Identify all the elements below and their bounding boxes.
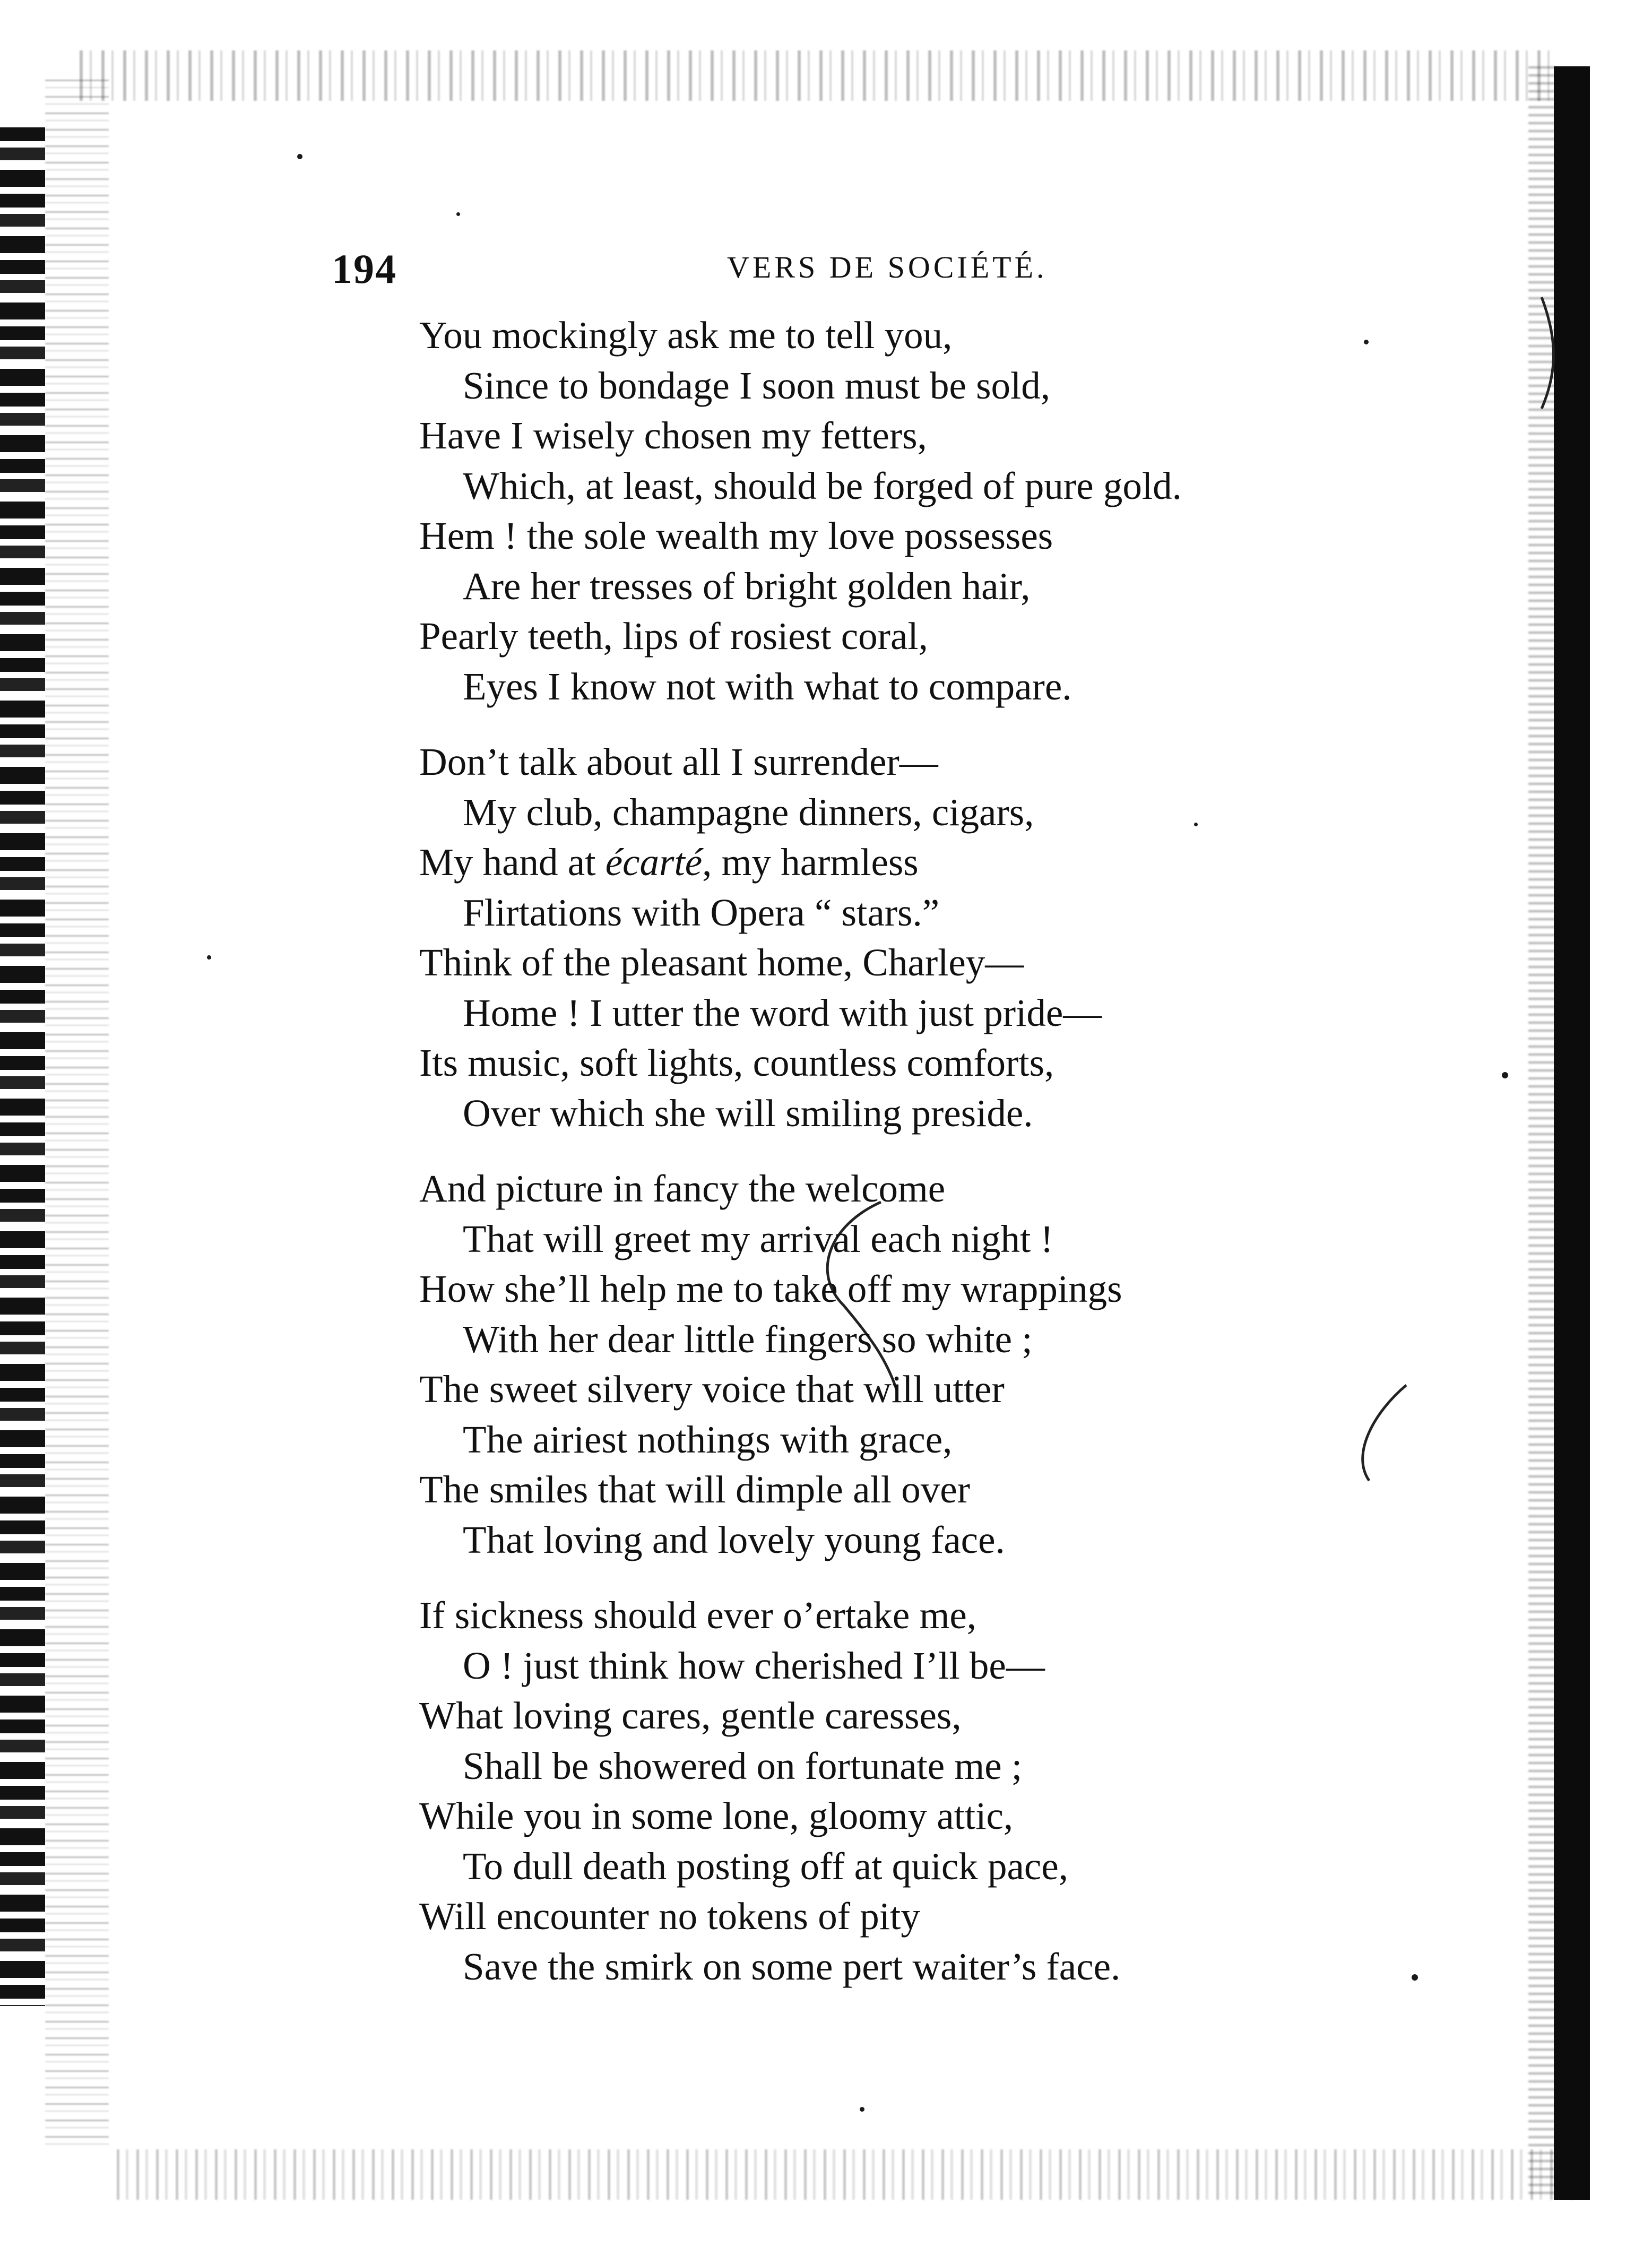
poem-line: While you in some lone, gloomy attic, — [419, 1794, 1014, 1837]
stanza — [419, 737, 1507, 1138]
poem-line: If sickness should ever o’ertake me, — [419, 1594, 977, 1637]
poem-line: Shall be showered on fortunate me ; — [463, 1744, 1023, 1787]
poem-line: With her dear little fingers so white ; — [463, 1317, 1033, 1361]
poem-line: That will greet my arrival each night ! — [463, 1217, 1053, 1260]
poem-line: Which, at least, should be forged of pure gold. — [463, 464, 1182, 507]
poem-line: Are her tresses of bright golden hair, — [463, 564, 1031, 608]
stanza — [419, 1164, 1507, 1565]
poem-line-italic: écarté — [605, 841, 703, 884]
scan-edge-right-noise — [1528, 66, 1555, 2200]
scan-speck — [207, 955, 211, 960]
scan-edge-right — [1554, 66, 1590, 2200]
poem-line: Flirtations with Opera “ stars.” — [463, 891, 940, 934]
scan-edge-bottom — [117, 2149, 1576, 2200]
poem-line: Home ! I utter the word with just pride— — [463, 991, 1102, 1034]
poem-line: The airiest nothings with grace, — [463, 1418, 953, 1461]
poem — [419, 310, 1507, 2017]
scan-speck — [456, 212, 460, 216]
poem-line — [419, 837, 1507, 888]
page-number: 194 — [332, 246, 397, 292]
poem-line: Save the smirk on some pert waiter’s face. — [463, 1945, 1121, 1988]
scan-speck — [297, 154, 302, 159]
running-head: VERS DE SOCIÉTÉ. — [727, 250, 1048, 284]
poem-line: Think of the pleasant home, Charley— — [419, 941, 1024, 984]
scan-edge-left-noise — [45, 80, 109, 2149]
poem-line: That loving and lovely young face. — [463, 1518, 1005, 1561]
poem-line: What loving cares, gentle caresses, — [419, 1694, 962, 1737]
poem-line: Have I wisely chosen my fetters, — [419, 414, 927, 457]
poem-line: Don’t talk about all I surrender— — [419, 740, 938, 783]
poem-line: Over which she will smiling preside. — [463, 1091, 1033, 1135]
poem-line: O ! just think how cherished I’ll be— — [463, 1644, 1045, 1687]
poem-line: Its music, soft lights, countless comforts, — [419, 1041, 1054, 1084]
poem-line: The smiles that will dimple all over — [419, 1468, 971, 1511]
stanza — [419, 310, 1507, 712]
scan-edge-top — [80, 50, 1555, 101]
poem-line: To dull death posting off at quick pace, — [463, 1844, 1068, 1888]
poem-line: Since to bondage I soon must be sold, — [463, 364, 1051, 407]
poem-line: How she’ll help me to take off my wrappings — [419, 1267, 1122, 1310]
scan-edge-left — [0, 127, 45, 2006]
poem-line: The sweet silvery voice that will utter — [419, 1368, 1005, 1411]
poem-line: Pearly teeth, lips of rosiest coral, — [419, 615, 928, 658]
poem-line: Eyes I know not with what to compare. — [463, 664, 1072, 708]
poem-line: You mockingly ask me to tell you, — [419, 314, 953, 357]
poem-line: Will encounter no tokens of pity — [419, 1895, 920, 1938]
poem-line: And picture in fancy the welcome — [419, 1167, 946, 1210]
poem-line-text: My hand at — [419, 841, 606, 884]
stanza — [419, 1591, 1507, 1992]
scan-speck — [860, 2107, 864, 2112]
poem-line-text: , my harmless — [702, 841, 919, 884]
poem-line: Hem ! the sole wealth my love possesses — [419, 514, 1053, 557]
poem-line: My club, champagne dinners, cigars, — [463, 790, 1034, 834]
